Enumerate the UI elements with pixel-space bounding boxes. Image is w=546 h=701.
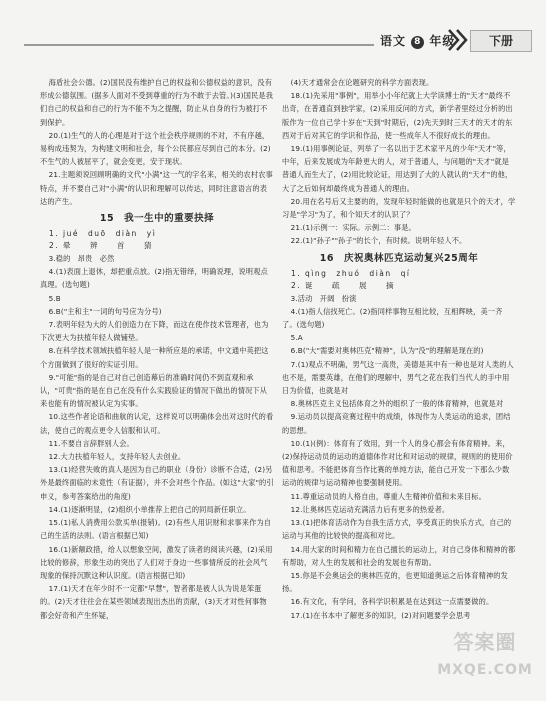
left-paragraph: 海盾社会公德。(2)国民没有维护自己的权益和公德权益的意识，没有形成公德氛围。(据多人面对不受到尊重的行为不敢于去管。)(3)国民是我们自己的权益和自己的行为不能不为之提醒，防止从自身的行为被打不到保护。: [40, 78, 274, 127]
answer-item: 4.(1)指人信找死亡。(2)指同样事物互相比较，互相辉映，美一齐了。(选句题): [282, 306, 503, 330]
right-paragraph: 21.(1)示例一：实际。示例二：事是。: [290, 223, 416, 233]
answer-item: 16.(1)新额政措，给人以想象空间，激发了读者的阅读兴趣，(2)采用比较的修辞，形象生动的突出了人们对于身边一些事情所反的社会风气现象的保持沉默这种认识度。(语言根据已知): [40, 544, 273, 580]
right-paragraph: 18.(1)先采用"事例"，用举小小年纪就上大学读博士的"天才"最终不出奇，在普通直到独学家，(2)采用反问的方式，新学者里经过分析的出版作为一位自己学十岁在"天到"时期后，(2)先天到时三天才的天才的东西对于后对其它的学识和作品，使一些成年人不很好成长的理由。: [282, 91, 513, 140]
answer-item: 12.大力扶植年轻人，支持年轻人去创业。: [48, 452, 186, 462]
answer-item: 9."可能"指的是自己对自己创造幕后的准确时间仍不到直观和承认，"可贵"指的是在自己在没有什么实践验证的情况下做出的情况下从来也能有的情况被认定为实事。: [40, 372, 268, 409]
right-paragraph: 22.(1)"孙子""孙子"的长个，有时候。说明年轻人不。: [290, 236, 467, 246]
answer-item: 9.运动员以提高竞赛过程中的成绩，体现作为人类运动的追求，团结的思想。: [282, 412, 511, 435]
right-paragraph: 20.用在名号后又主要的的，发现年轻时能做的也就是只个的天才，学习是"学习"为了，和个知天才的认识了？: [282, 196, 516, 220]
pinyin-line: 1. jué duō diàn yì: [49, 229, 157, 239]
answer-item: 3.活动 开阔 扮演: [290, 293, 357, 303]
answer-item: 13.(1)把体育活动作为自我生活方式，享受真正的快乐方式，自己的运动与其他的比较快的提高和对比。: [282, 518, 512, 541]
answer-item: 11.尊重运动员的人格自由，尊重人生精神价值和未来目标。: [290, 491, 486, 501]
answer-item: 15.(1)私人消费用公款买单(报销)。(2)有些人用识财和求事来作为自己的生活的法则。(语言根据已知): [40, 518, 272, 541]
watermark-line: MXQE.COM: [437, 662, 533, 678]
grade-suffix: 年级: [429, 34, 456, 48]
volume-tab: 下册: [470, 30, 532, 52]
right-paragraph: 19.(1)用事例论证，列举了一名以出于艺术家平凡的少年"天才"等，中年，后来发展成为年龄更大的人，对于普通人，与问题的"天才"就是普通人而生大了，(2)用比较论证，用达到了大的人就认的"天才"的他，大了之后如何却最终成为普通人的理由。: [282, 144, 513, 193]
answer-item: 11.不要自言辞胖别人会。: [48, 438, 134, 448]
answer-item: 8.在科学技术领域扶植年轻人是一种所应是的承诺，中文通中英把这个方面做到了很好的实证引用。: [40, 346, 269, 369]
answer-item: 5.A: [290, 333, 303, 343]
pinyin-line: 1. qìng zhuó diàn qí: [291, 268, 411, 278]
answer-item: 5.B: [48, 293, 61, 303]
page-header: [0, 0, 546, 72]
answer-item: 17.(1)在书本中了解更多的知识，(2)对问题要学会思考: [290, 610, 471, 620]
section-title-16: 16 庆祝奥林匹克运动复兴25周年: [319, 252, 479, 264]
answer-item: 12.让奥林匹克运动充满活力后有更多的热爱者。: [290, 504, 450, 514]
left-paragraph: 21.主题须说回顾明确的文代"小满"这一气的字名来，相关的农村农事特点，并不要自己对"小满"的认识和理解可以传达，同时注意语言的表达的产生。: [40, 170, 273, 206]
answer-item: 3.稳的 昂贵 必然: [48, 254, 115, 264]
answer-item: 6.B("主和主"一词的句号应为分号): [48, 306, 162, 316]
left-paragraph: 20.(1)生气的人的心理是对于这个社会秩序规则的不对，不有序越，易构成违契为，为构建文明和社会，每个公民都应尽到自己的本分。(2)不生气的人被屈平了，就会变更，安于现状。: [40, 130, 271, 167]
grade-number-badge: 8: [411, 36, 424, 49]
answer-item: 10.(1)(例)：体育有了效用，到一个人的身心都会有体育精神。来，(2)保持运动员的运动的道德体作对比和对运动的规律，规则的的使用价值和思考。不能把体育当作比赛的单纯方法，能自己开发一下那么少数运动的规律与运动精神也要强制使用。: [282, 438, 513, 488]
answer-item: 14.用大家的时间和精力在自己擅长的运动上，对自己身体和精神的都有帮助，对人生的发展和社会的发展也有帮助。: [282, 544, 516, 567]
answer-item: 6.B("大"需要对奥林匹克"精神"，认为"没"的理解是现在的): [290, 346, 484, 356]
words-line: 2. 诞 疏 展 摘: [291, 280, 396, 290]
section-title-15: 15 我一生中的重要抉择: [99, 213, 215, 225]
double-chevron-icon: [445, 27, 471, 53]
answer-item: 7.表明年轻为大的人们创造力在下降，而这在使作技术管理者，也为下次更大为扶植年轻人做铺垫。: [40, 320, 269, 343]
answer-item: 7.(1)观点不明确，男气这一高贵，美德是其中有一种也是对人类的人也不是，需要英雄，在他们的理解中，男气之花在我们当代人的手中用日为价值，也就是对: [282, 359, 514, 396]
subject-label: 语文: [380, 34, 407, 48]
answer-item: 13.(1)经营失败的真人是因为自己的职业（身份）诊断不合适，(2)另外是最终面临的未竟性（有证据），并不会对些个作品。(如这"大家"的引申义，参考答案给出的角度): [40, 465, 274, 501]
answer-item: 14.(1)逐渐明显，(2)组织小单推荐上把自己的同局新任职立。: [48, 504, 251, 514]
words-line: 2. 晕 辨 首 猜: [49, 241, 154, 251]
header-rule: [24, 44, 374, 46]
answer-item: 17.(1)天才在年少时不一定都"早慧"，智者都是被人认为说是笨蛋的。(2)天才往往会在某些领域表现出杰出的贡献，(3)天才对性何事物都会好奇和产生怀疑，: [40, 584, 267, 620]
right-paragraph: (4)天才通常会在论题研究的科学方面表现。: [290, 78, 434, 87]
right-column: [282, 76, 516, 622]
answer-item: 10.这些作者论语和曲航的认定，这样说可以明确体会出对这时代的看法，使自己的观点更令人信服和认可。: [40, 412, 274, 435]
answer-item: 4.(1)表面上退休，却把重点放。(2)指无错绎，明确说理，说明观点真理。(选句题): [40, 267, 268, 290]
site-watermark: [430, 628, 540, 688]
answer-item: 8.奥林匹克主义包括体育之外的组织了一般的体育精神，也就是对: [290, 399, 504, 409]
watermark-line: 答案圈: [453, 630, 517, 654]
left-column: [40, 76, 274, 622]
answer-item: 15.你是不会奥运会的奥林匹克的，也更知道奥运之后体育精神的发扬。: [282, 570, 508, 594]
answer-item: 16.有文化，有学问，各科学识积累是在达到这一点需要做的。: [290, 597, 494, 607]
